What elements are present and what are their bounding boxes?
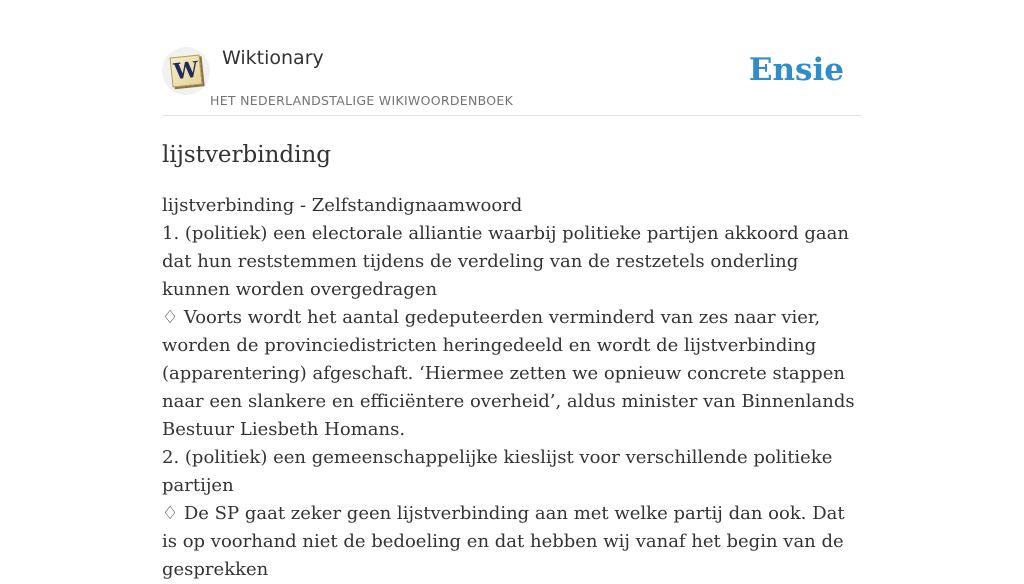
wiktionary-logo[interactable]	[162, 47, 210, 95]
content-column	[162, 0, 862, 580]
entry-body	[162, 192, 862, 584]
example-1: ♢ Voorts wordt het aantal gedeputeerden verminderd van zes naar vier, worden de provinciedistricten heringedeeld en wordt de lijstverbinding (apparentering) afgeschaft. ‘Hiermee zetten we opnieuw concrete stappen naar een slankere en efficiëntere overheid’, aldus minister van Binnenlands Bestuur Liesbeth Homans.	[162, 307, 855, 440]
definition-1: 1. (politiek) een electorale alliantie waarbij politieke partijen akkoord gaan dat hun reststemmen tijdens de verdeling van de restzetels onderling kunnen worden overgedragen	[162, 223, 849, 300]
page-title: lijstverbinding	[162, 142, 331, 168]
wiktionary-logo-icon: W	[170, 55, 203, 88]
definition-2: 2. (politiek) een gemeenschappelijke kieslijst voor verschillende politieke partijen	[162, 447, 833, 496]
site-name[interactable]: Wiktionary	[222, 47, 324, 69]
site-header	[162, 0, 862, 116]
entry-heading: lijstverbinding - Zelfstandignaamwoord	[162, 195, 523, 216]
ensie-brand-logo[interactable]: Ensie	[748, 52, 844, 88]
example-2: ♢ De SP gaat zeker geen lijstverbinding aan met welke partij dan ook. Dat is op voorhand niet de bedoeling en dat hebben wij vanaf het begin van de gesprekken	[162, 503, 845, 580]
site-tagline: HET NEDERLANDSTALIGE WIKIWOORDENBOEK	[210, 93, 514, 108]
